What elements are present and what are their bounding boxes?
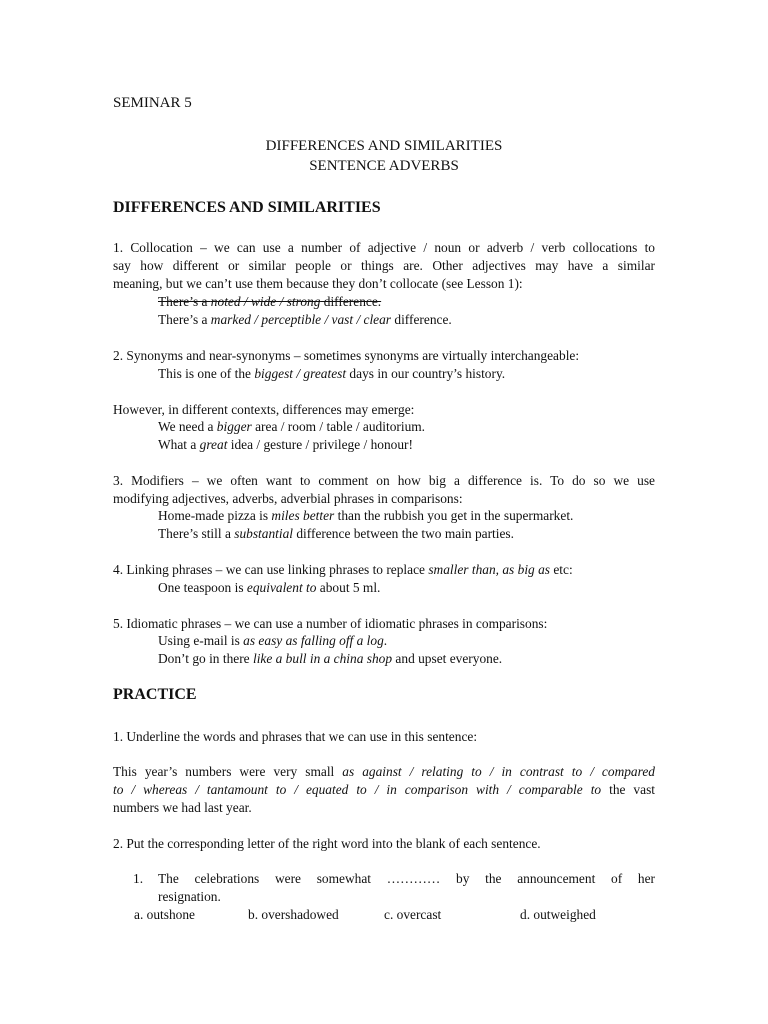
p4-line-1: 4. Linking phrases – we can use linking phrases to replace smaller than, as big as etc:: [113, 562, 573, 577]
p5-line-1: 5. Idiomatic phrases – we can use a number of idiomatic phrases in comparisons:: [113, 616, 548, 631]
item-1-line-1: The celebrations were somewhat ………… by the announcement of her: [158, 871, 655, 886]
p3-example-2: There’s still a substantial difference between the two main parties.: [158, 526, 514, 541]
p3-line-2: modifying adjectives, adverbs, adverbial phrases in comparisons:: [113, 491, 463, 506]
p1-line-1: 1. Collocation – we can use a number of adjective / noun or adverb / verb collocations to: [113, 240, 655, 255]
question-2: 2. Put the corresponding letter of the right word into the blank of each sentence.: [113, 836, 541, 851]
p4-example-1: One teaspoon is equivalent to about 5 ml.: [158, 580, 381, 595]
p1-example-correct: There’s a marked / perceptible / vast / clear difference.: [158, 312, 452, 327]
p3-example-1: Home-made pizza is miles better than the rubbish you get in the supermarket.: [158, 508, 574, 523]
p2-line-1: 2. Synonyms and near-synonyms – sometimes synonyms are virtually interchangeable:: [113, 348, 580, 363]
sentence-line-2: to / whereas / tantamount to / equated to / in comparison with / comparable to the vast: [113, 782, 656, 797]
p2-line-2: However, in different contexts, differences may emerge:: [113, 402, 415, 417]
p2-example-1: This is one of the biggest / greatest days in our country’s history.: [158, 366, 506, 381]
title-line-1: DIFFERENCES AND SIMILARITIES: [265, 138, 503, 154]
p5-example-1: Using e-mail is as easy as falling off a log.: [158, 633, 388, 648]
p2-example-2: We need a bigger area / room / table / auditorium.: [158, 419, 426, 434]
p1-example-struck: There’s a noted / wide / strong difference.: [158, 294, 382, 309]
question-1: 1. Underline the words and phrases that we can use in this sentence:: [113, 729, 478, 744]
p1-line-3: meaning, but we can’t use them because they don’t collocate (see Lesson 1):: [113, 276, 523, 291]
sentence-line-3: numbers we had last year.: [113, 800, 252, 815]
sentence-line-1: This year’s numbers were very small as against / relating to / in contrast to / compared: [113, 764, 655, 779]
option-d[interactable]: d. outweighed: [520, 907, 596, 922]
title-line-2: SENTENCE ADVERBS: [309, 158, 459, 174]
p2-example-3: What a great idea / gesture / privilege / honour!: [158, 437, 413, 452]
option-a[interactable]: a. outshone: [134, 907, 195, 922]
section-heading-practice: PRACTICE: [113, 686, 197, 703]
item-1-line-2: resignation.: [158, 889, 221, 904]
item-1-number: 1.: [133, 871, 144, 886]
option-c[interactable]: c. overcast: [384, 907, 442, 922]
p5-example-2: Don’t go in there like a bull in a china shop and upset everyone.: [158, 651, 503, 666]
p1-line-2: say how different or similar people or things are. Other adjectives may have a similar: [113, 258, 655, 273]
seminar-label: SEMINAR 5: [113, 95, 192, 111]
section-heading-differences: DIFFERENCES AND SIMILARITIES: [113, 199, 381, 216]
p3-line-1: 3. Modifiers – we often want to comment on how big a difference is. To do so we use: [113, 473, 655, 488]
option-b[interactable]: b. overshadowed: [248, 907, 339, 922]
